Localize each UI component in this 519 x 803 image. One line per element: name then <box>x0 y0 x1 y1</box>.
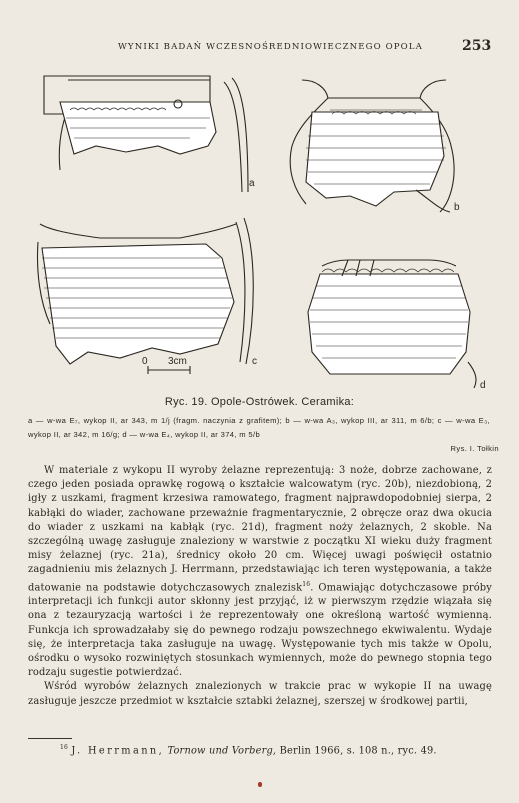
page-number: 253 <box>462 38 492 54</box>
footnote-author: J. Herrmann, <box>71 745 165 757</box>
figure-caption-title: Ryc. 19. Opole-Ostrówek. Ceramika: <box>164 396 355 408</box>
figure-label-b: b <box>454 202 460 213</box>
paragraph-1-continued: . Omawiając dotychczasowe próby interpretacji ich funkcji autor skłonny jest przyjąć, iż w pierwszym rzędzie wiązała się ona z tezauryzacją wartości i że reprezentowały one określoną wartość wymienną. Funkcja ich sprowadzałaby się do pewnego rodzaju powszechnego ekwiwalentu. Wydaje się, że interpretacja taka zasługuje na uwagę. Występowanie tych mis także w Opolu, ośrodku o wysoko rozwiniętych stosunkach wymiennych, może do pewnego stopnia tego rodzaju sugestie potwierdzać. <box>28 581 492 679</box>
vessel-fragment-a <box>44 76 255 192</box>
paragraph-1 <box>28 464 492 680</box>
body-text <box>28 464 492 709</box>
paragraph-1-text: W materiale z wykopu II wyroby żelazne reprezentują: 3 noże, dobrze zachowane, z czego jeden posiada oprawkę rogową o kształcie walcowatym (ryc. 20b), niezdobioną, 2 igły z uszkami, fragment krzesiwa ramowatego, fragment najprawdopodobniej sierpa, 2 kabłąki do wiader, zachowane przeważnie fragmentarycznie, 2 obręcze oraz dwa okucia do wiader z uszkami na kabłąk (ryc. 21d), fragment noży żelaznych, 2 skoble. Na szczególną uwagę zasługuje znaleziony w warstwie z początku XI wieku duży fragment misy żelaznej (ryc. 21a), średnicy około 20 cm. Więcej uwagi poświęcił ostatnio zagadnieniu mis żelaznych J. Herrmann, przedstawiając ich teren występowania, a także datowanie na podstawie dotychczasowych znalezisk <box>28 465 492 593</box>
vessel-fragment-b <box>290 80 460 213</box>
footnote-number: 16 <box>60 744 69 751</box>
figure-credit: Rys. I. Tołkin <box>450 444 499 453</box>
paragraph-2: Wśród wyrobów żelaznych znalezionych w trakcie prac w wykopie II na uwagę zasługuje jeszcze przedmiot w kształcie sztabki żelaznej, szerszej w środkowej partii, <box>28 681 492 707</box>
pottery-figure <box>30 62 500 392</box>
printer-mark <box>258 782 262 787</box>
figure-label-a: a <box>249 178 255 189</box>
figure-label-d: d <box>480 380 486 391</box>
figure-label-c: c <box>252 356 257 367</box>
footnote-details: Berlin 1966, s. 108 n., ryc. 49. <box>279 745 437 757</box>
running-title: WYNIKI BADAŃ WCZESNOŚREDNIOWIECZNEGO OPOLA <box>118 42 423 52</box>
scale-label-zero: 0 <box>142 356 148 367</box>
footnote <box>60 744 480 756</box>
figure-caption-legend: a — w-wa E₇, wykop II, ar 343, m 1/j (fragm. naczynia z grafitem); b — w-wa A₃, wykop III, ar 311, m 6/b; c — w-wa E₃, wykop II, ar 342, m 16/g; d — w-wa E₄, wykop II, ar 374, m 5/b <box>28 416 490 439</box>
footnote-title: Tornow und Vorberg, <box>167 745 277 757</box>
vessel-fragment-d <box>308 260 486 391</box>
vessel-fragment-c <box>38 218 258 374</box>
footnote-divider <box>28 738 72 739</box>
scale-label-max: 3cm <box>168 356 187 367</box>
footnote-reference: 16 <box>302 580 311 588</box>
